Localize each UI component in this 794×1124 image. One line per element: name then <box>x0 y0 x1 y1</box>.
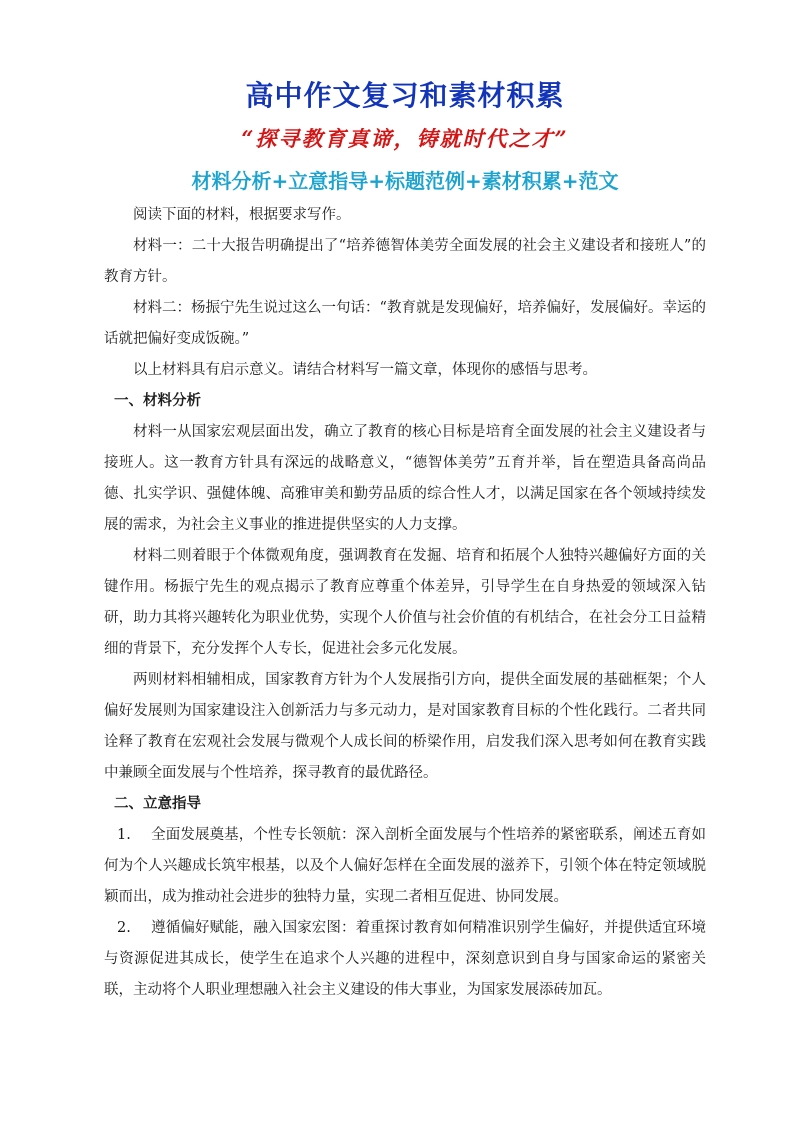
prompt-material-2: 材料二：杨振宁先生说过这么一句话：“教育就是发现偏好，培养偏好，发展偏好。幸运的话就把偏好变成饭碗。” <box>104 300 706 347</box>
guidance-item-text: 全面发展奠基，个性专长领航：深入剖析全面发展与个性培养的紧密联系，阐述五育如何为个人兴趣成长筑牢根基，以及个人偏好怎样在全面发展的滋养下，引领个体在特定领域脱颖而出，成为推动社会进步的独特力量，实现二者相互促进、协同发展。 <box>104 827 706 905</box>
prompt-requirement: 以上材料具有启示意义。请结合材料写一篇文章，体现你的感悟与思考。 <box>133 362 597 378</box>
prompt-intro: 阅读下面的材料，根据要求写作。 <box>133 207 351 223</box>
analysis-paragraph: 材料二则着眼于个体微观角度，强调教育在发掘、培育和拓展个人独特兴趣偏好方面的关键作用。杨振宁先生的观点揭示了教育应尊重个体差异，引导学生在自身热爱的领域深入钻研，助力其将兴趣转化为职业优势，实现个人价值与社会价值的有机结合，在社会分工日益精细的背景下，充分发挥个人专长，促进社会多元化发展。 <box>104 548 706 657</box>
section-heading-analysis: 一、材料分析 <box>114 393 201 409</box>
page-subtitle: “探寻教育真谛，铸就时代之才” <box>241 126 569 151</box>
section-heading-guidance: 二、立意指导 <box>114 796 201 812</box>
guidance-item-number: 1. <box>117 827 131 843</box>
guidance-item-number: 2. <box>117 920 131 936</box>
guidance-item <box>104 913 706 1006</box>
prompt-material-1: 材料一：二十大报告明确提出了“培养德智体美劳全面发展的社会主义建设者和接班人”的教育方针。 <box>104 238 706 285</box>
guidance-item-text: 遵循偏好赋能，融入国家宏图：着重探讨教育如何精准识别学生偏好，并提供适宜环境与资源促进其成长，使学生在追求个人兴趣的进程中，深刻意识到自身与国家命运的紧密关联，主动将个人职业理想融入社会主义建设的伟大事业，为国家发展添砖加瓦。 <box>104 920 706 998</box>
sections-overview: 材料分析+立意指导+标题范例+素材积累+范文 <box>191 169 619 193</box>
analysis-paragraph: 材料一从国家宏观层面出发，确立了教育的核心目标是培育全面发展的社会主义建设者与接班人。这一教育方针具有深远的战略意义，“德智体美劳”五育并举，旨在塑造具备高尚品德、扎实学识、强健体魄、高雅审美和勤劳品质的综合性人才，以满足国家在各个领域持续发展的需求，为社会主义事业的推进提供坚实的人力支撑。 <box>104 424 706 533</box>
page-title: 高中作文复习和素材积累 <box>245 79 565 112</box>
guidance-item <box>104 820 706 913</box>
analysis-paragraph: 两则材料相辅相成，国家教育方针为个人发展指引方向，提供全面发展的基础框架；个人偏好发展则为国家建设注入创新活力与多元动力，是对国家教育目标的个性化践行。二者共同诠释了教育在宏观社会发展与微观个人成长间的桥梁作用，启发我们深入思考如何在教育实践中兼顾全面发展与个性培养，探寻教育的最优路径。 <box>104 672 706 781</box>
